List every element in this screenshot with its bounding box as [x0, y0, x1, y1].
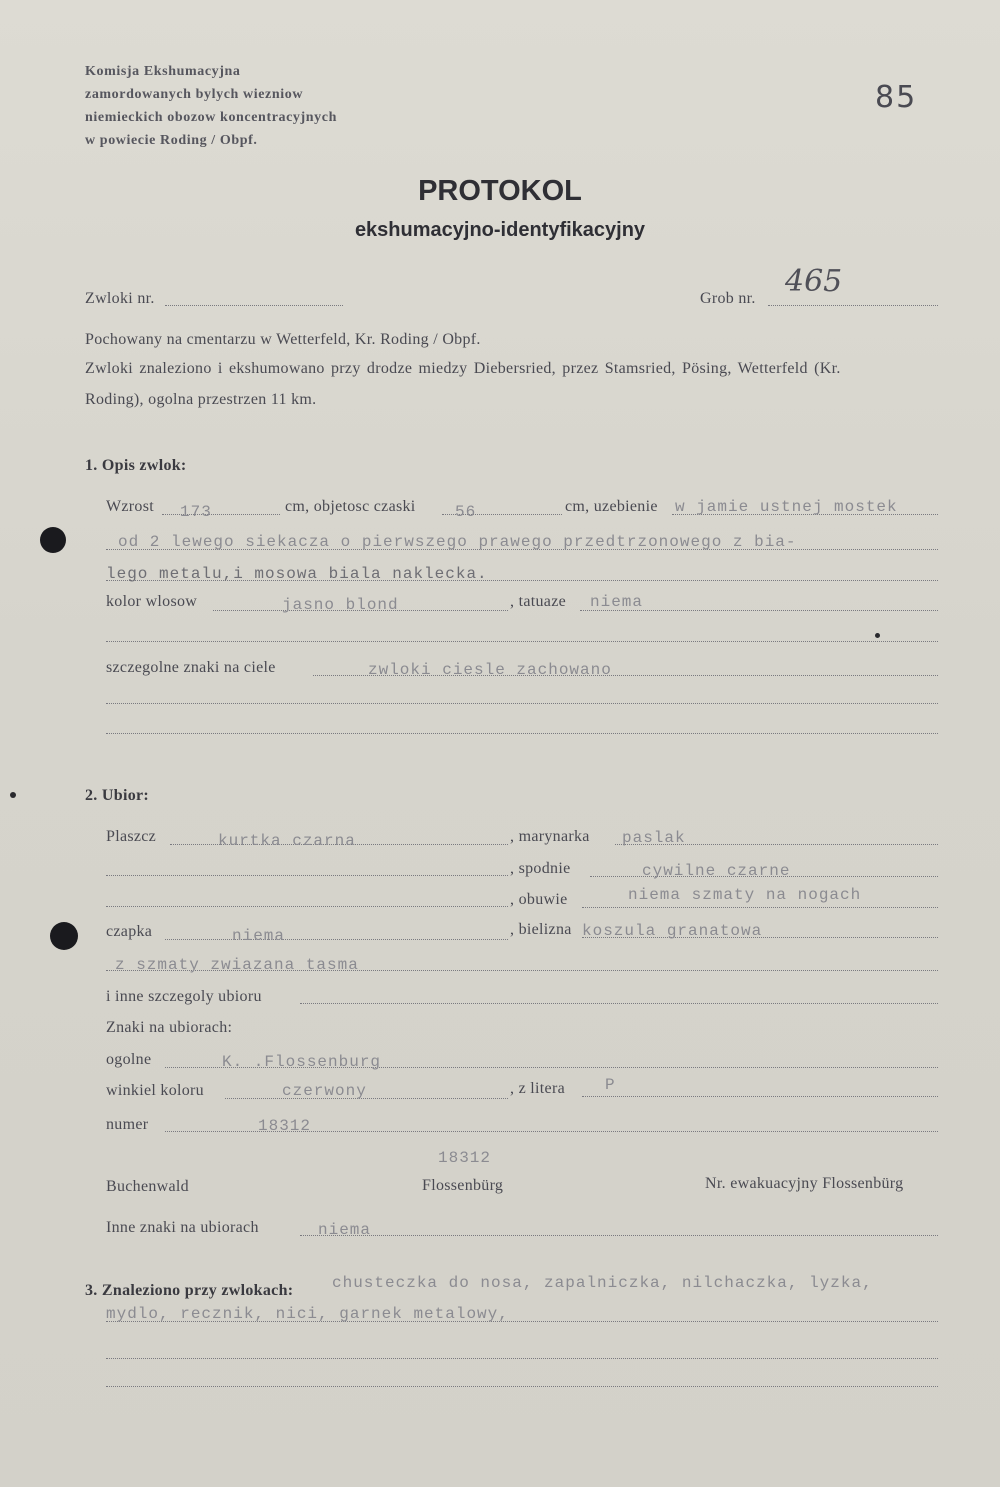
tatuaze-value: niema	[590, 593, 644, 611]
section-3-number: 3.	[85, 1282, 98, 1299]
section-1-number: 1.	[85, 457, 98, 474]
czapka-field-line	[165, 939, 508, 940]
blank-line	[106, 1386, 938, 1387]
section-3-title: Znaleziono przy zwlokach:	[101, 1282, 294, 1299]
grob-number: 465	[785, 264, 843, 299]
section-3-heading	[85, 1282, 293, 1300]
document-title: PROTOKOL	[418, 175, 582, 207]
bielizna-label: , bielizna	[510, 921, 572, 938]
ink-dot	[875, 633, 880, 638]
inne-szczegoly-label: i inne szczegoly ubioru	[106, 988, 262, 1005]
buried-line: Pochowany na cmentarzu w Wetterfeld, Kr. Roding / Obpf.	[85, 331, 481, 348]
spodnie-label: , spodnie	[510, 860, 571, 877]
numer-value: 18312	[258, 1117, 312, 1135]
stamp-line-2: zamordowanych bylych wiezniow	[85, 87, 304, 102]
czaski-value: 56	[455, 503, 477, 521]
czapka-value: niema	[232, 927, 286, 945]
section-2-title: Ubior:	[101, 787, 150, 804]
obuwie-field-line	[582, 907, 938, 908]
wzrost-label: Wzrost	[106, 498, 155, 515]
section-2-heading	[85, 787, 149, 805]
blank-line	[106, 1358, 938, 1359]
uzebienie-value-2: od 2 lewego siekacza o pierwszego prawego przedtrzonowego z bia-	[118, 533, 797, 551]
zwloki-label: Zwloki nr.	[85, 290, 155, 307]
uzebienie-label: cm, uzebienie	[565, 498, 658, 515]
kolor-label: kolor wlosow	[106, 593, 198, 610]
wzrost-value: 173	[180, 503, 212, 521]
z-litera-field-line	[582, 1096, 938, 1097]
found-items-value-2: mydlo, recznik, nici, garnek metalowy,	[106, 1305, 509, 1323]
ink-dot	[10, 792, 16, 798]
stamp-line-3: niemieckich obozow koncentracyjnych	[85, 110, 337, 125]
numer-label: numer	[106, 1116, 149, 1133]
buchenwald-label: Buchenwald	[106, 1178, 189, 1195]
commission-stamp	[85, 60, 337, 152]
page-number: 85	[875, 80, 918, 115]
inne-znaki-field-line	[300, 1235, 938, 1236]
marynarka-value: paslak	[622, 829, 686, 847]
extra-clothing-value: z szmaty zwiazana tasma	[115, 956, 359, 974]
kolor-value: jasno blond	[282, 596, 399, 614]
flossenburg-number: 18312	[438, 1149, 492, 1167]
z-litera-label: , z litera	[510, 1080, 565, 1097]
section-1-heading	[85, 457, 187, 475]
blank-line	[106, 733, 938, 734]
objetosc-label: cm, objetosc czaski	[285, 498, 416, 515]
znaki-na-ubiorach-label: Znaki na ubiorach:	[106, 1019, 233, 1036]
flossenburg-label: Flossenbürg	[422, 1177, 504, 1194]
found-items-value-1: chusteczka do nosa, zapalniczka, nilchaczka, lyzka,	[332, 1274, 873, 1292]
blank-line	[106, 875, 508, 876]
found-line-1: Zwloki znaleziono i ekshumowano przy drodze miedzy Diebersried, przez Stamsried, Pösing, Wetterfeld (Kr.	[85, 360, 841, 377]
section-1-title: Opis zwlok:	[101, 457, 187, 474]
bielizna-value: koszula granatowa	[582, 922, 763, 940]
zwloki-field-line	[165, 305, 343, 306]
obuwie-label: , obuwie	[510, 891, 568, 908]
found-line-2: Roding), ogolna przestrzen 11 km.	[85, 391, 317, 408]
blank-line	[106, 641, 938, 642]
document-subtitle: ekshumacyjno-identyfikacyjny	[354, 219, 646, 241]
grob-label: Grob nr.	[700, 290, 756, 307]
stamp-line-1: Komisja Ekshumacyjna	[85, 64, 241, 79]
punch-hole-top	[40, 527, 66, 553]
inne-znaki-value: niema	[318, 1221, 372, 1239]
inne-szczegoly-field-line	[300, 1003, 938, 1004]
plaszcz-value: kurtka czarna	[218, 832, 356, 850]
ogolne-value: K. .Flossenburg	[222, 1053, 382, 1071]
plaszcz-label: Plaszcz	[106, 828, 157, 845]
punch-hole-bottom	[50, 922, 78, 950]
marynarka-label: , marynarka	[510, 828, 590, 845]
grob-field-line	[768, 305, 938, 306]
blank-line	[106, 703, 938, 704]
znaki-value: zwloki ciesle zachowano	[368, 661, 612, 679]
uzebienie-value-3: lego metalu,i mosowa biala naklecka.	[106, 565, 488, 583]
tatuaze-label: , tatuaze	[510, 593, 566, 610]
czapka-label: czapka	[106, 923, 153, 940]
ewakuacyjny-label: Nr. ewakuacyjny Flossenbürg	[705, 1175, 904, 1192]
spodnie-value: cywilne czarne	[642, 862, 791, 880]
znaki-label: szczegolne znaki na ciele	[106, 659, 276, 676]
section-2-number: 2.	[85, 787, 98, 804]
uzebienie-value-1: w jamie ustnej mostek	[675, 498, 898, 516]
winkiel-value: czerwony	[282, 1082, 367, 1100]
winkiel-label: winkiel koloru	[106, 1082, 204, 1099]
blank-line	[106, 906, 508, 907]
obuwie-value: niema szmaty na nogach	[628, 886, 862, 904]
stamp-line-4: w powiecie Roding / Obpf.	[85, 133, 258, 148]
ogolne-label: ogolne	[106, 1051, 152, 1068]
inne-znaki-label: Inne znaki na ubiorach	[106, 1219, 259, 1236]
z-litera-value: P	[605, 1076, 616, 1094]
